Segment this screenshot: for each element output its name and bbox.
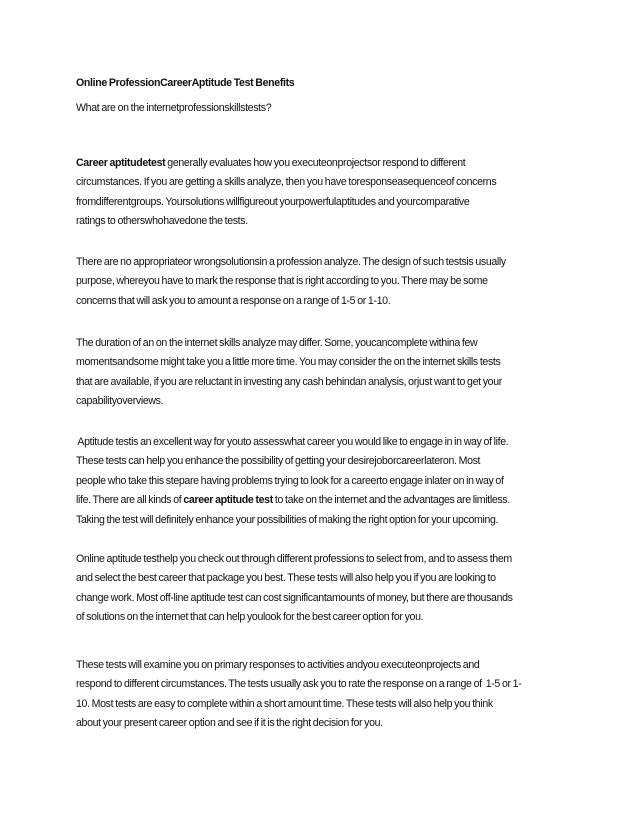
document-page <box>76 0 576 826</box>
paragraph-line: respond to different circumstances. The tests usually ask you to rate the response on a range of 1-5 or 1- <box>76 678 522 691</box>
paragraph-line: The duration of an on the internet skills analyze may differ. Some, youcancomplete withina few <box>76 337 478 349</box>
document-subtitle: What are on the internetprofessionskillstests? <box>76 102 272 114</box>
paragraph-4 <box>76 433 574 530</box>
paragraph-6 <box>76 656 574 734</box>
paragraph-3 <box>76 334 574 412</box>
document-title: Online ProfessionCareerAptitude Test Benefits <box>76 77 295 89</box>
line-text: generally evaluates how you executeonprojectsor respond to different <box>165 157 466 169</box>
paragraph-line: circumstances. If you are getting a skills analyze, then you have toresponseasequenceof concerns <box>76 176 497 189</box>
paragraph-line: Aptitude testis an excellent way for youto assesswhat career you would like to engage in in way of life. <box>76 436 509 448</box>
bold-keyword: career aptitude test <box>183 494 273 507</box>
paragraph-line <box>76 491 574 510</box>
line-text: life. There are all kinds of <box>76 494 184 507</box>
paragraph-line: and select the best career that package you best. These tests will also help you if you are looking to <box>76 572 496 585</box>
bold-keyword: Career aptitudetest <box>76 157 166 169</box>
paragraph-line: fromdifferentgroups. Yoursolutions willfigureout yourpowerfulaptitudes and yourcomparative <box>76 195 470 208</box>
paragraph-line: These tests will examine you on primary responses to activities andyou executeonprojects and <box>76 659 480 671</box>
paragraph-1 <box>76 154 574 232</box>
paragraph-line: people who take this stepare having problems trying to look for a careerto engage inlater on in way of <box>76 474 504 487</box>
paragraph-line: ratings to otherswhohavedone the tests. <box>76 215 248 228</box>
paragraph-5 <box>76 550 574 628</box>
paragraph-line: capabilityoverviews. <box>76 395 164 408</box>
line-text: to take on the internet and the advantages are limitless. <box>272 494 510 507</box>
paragraph-line: These tests can help you enhance the possibility of getting your desirejoborcareerlateron. Most <box>76 455 481 468</box>
paragraph-line: Online aptitude testhelp you check out through different professions to select from, and to assess them <box>76 553 512 565</box>
paragraph-line: There are no appropriateor wrongsolutionsin a profession analyze. The design of such testsis usually <box>76 256 506 268</box>
paragraph-line: 10. Most tests are easy to complete within a short amount time. These tests will also help you think <box>76 697 493 710</box>
paragraph-line: of solutions on the internet that can help youlook for the best career option for you. <box>76 611 424 624</box>
paragraph-line: that are available, if you are reluctant in investing any cash behindan analysis, orjust want to get your <box>76 375 502 388</box>
paragraph-line <box>76 154 574 173</box>
paragraph-line: change work. Most off-line aptitude test can cost significantamounts of money, but there are thousands <box>76 591 513 604</box>
paragraph-line: concerns that will ask you to amount a response on a range of 1-5 or 1-10. <box>76 294 391 307</box>
paragraph-line: purpose, whereyou have to mark the response that is right according to you. There may be some <box>76 275 488 288</box>
paragraph-line: momentsandsome might take you a little more time. You may consider the on the internet skills tests <box>76 356 501 369</box>
paragraph-2 <box>76 253 574 311</box>
paragraph-line: about your present career option and see if it is the right decision for you. <box>76 717 383 730</box>
paragraph-line: Taking the test will definitely enhance your possibilities of making the right option for your upcoming. <box>76 513 499 526</box>
